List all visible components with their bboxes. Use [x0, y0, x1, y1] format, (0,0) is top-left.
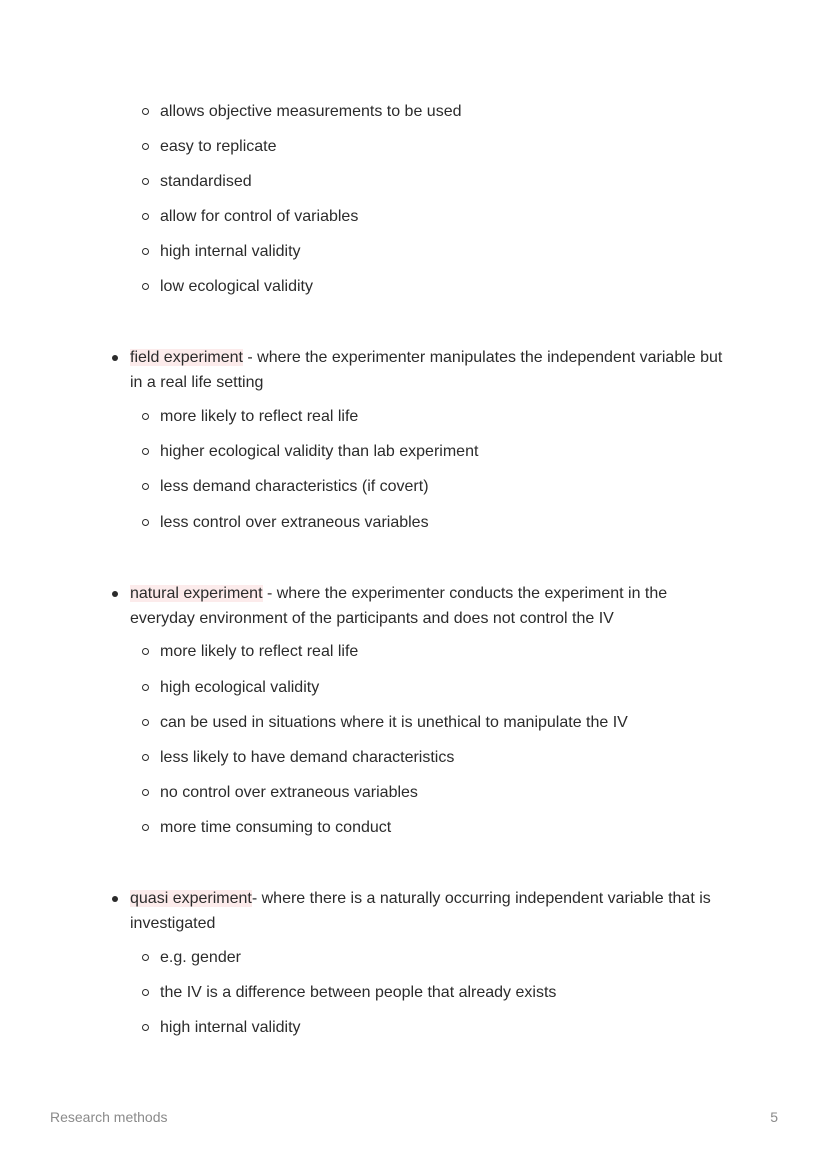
circle-bullet-icon	[142, 448, 149, 455]
circle-bullet-icon	[142, 789, 149, 796]
circle-bullet-icon	[142, 283, 149, 290]
bullet-icon	[112, 591, 118, 597]
circle-bullet-icon	[142, 754, 149, 761]
circle-bullet-icon	[142, 178, 149, 185]
circle-bullet-icon	[142, 413, 149, 420]
circle-bullet-icon	[142, 824, 149, 831]
field-experiment-item	[112, 345, 732, 395]
term-description: - where there is a naturally occurring independent variable that is investigated	[130, 890, 711, 932]
footer-title: Research methods	[50, 1109, 168, 1125]
circle-bullet-icon	[142, 213, 149, 220]
circle-bullet-icon	[142, 108, 149, 115]
quasi-experiment-item	[112, 886, 732, 936]
page-number: 5	[770, 1109, 778, 1125]
document-page: allows objective measurements to be used easy to replicate standardised allow for control of variables high internal validity low ecological validity field experiment - where the experimenter manipulates the independent variable but in a real life setting more likely to reflect real life higher ecological validity than lab experiment less demand characteristics (if covert) less control over extraneous variables natural experiment - where the experimenter conducts the experiment in the everyday environment of the participants and does not control the IV more likely to reflect real life high ecological validity can be used in situations where it is unethical to manipulate the IV less likely to have demand characteristics no control over extraneous variables more time consuming to conduct quasi experiment- where there is a naturally occurring independent variable that is investigated e.g. gender the IV is a difference between people that already exists high internal validity Research methods 5	[50, 103, 778, 1125]
circle-bullet-icon	[142, 684, 149, 691]
circle-bullet-icon	[142, 719, 149, 726]
circle-bullet-icon	[142, 143, 149, 150]
term-description: - where the experimenter manipulates the independent variable but in a real life setting	[130, 349, 723, 391]
term-highlight: natural experiment	[130, 585, 263, 602]
circle-bullet-icon	[142, 248, 149, 255]
circle-bullet-icon	[142, 519, 149, 526]
circle-bullet-icon	[142, 954, 149, 961]
term-highlight: quasi experiment	[130, 890, 252, 907]
term-description: - where the experimenter conducts the experiment in the everyday environment of the participants and does not control the IV	[130, 585, 668, 627]
circle-bullet-icon	[142, 483, 149, 490]
circle-bullet-icon	[142, 1024, 149, 1031]
term-highlight: field experiment	[130, 349, 243, 366]
circle-bullet-icon	[142, 989, 149, 996]
circle-bullet-icon	[142, 648, 149, 655]
natural-experiment-item	[112, 581, 732, 631]
bullet-icon	[112, 355, 118, 361]
bullet-icon	[112, 896, 118, 902]
